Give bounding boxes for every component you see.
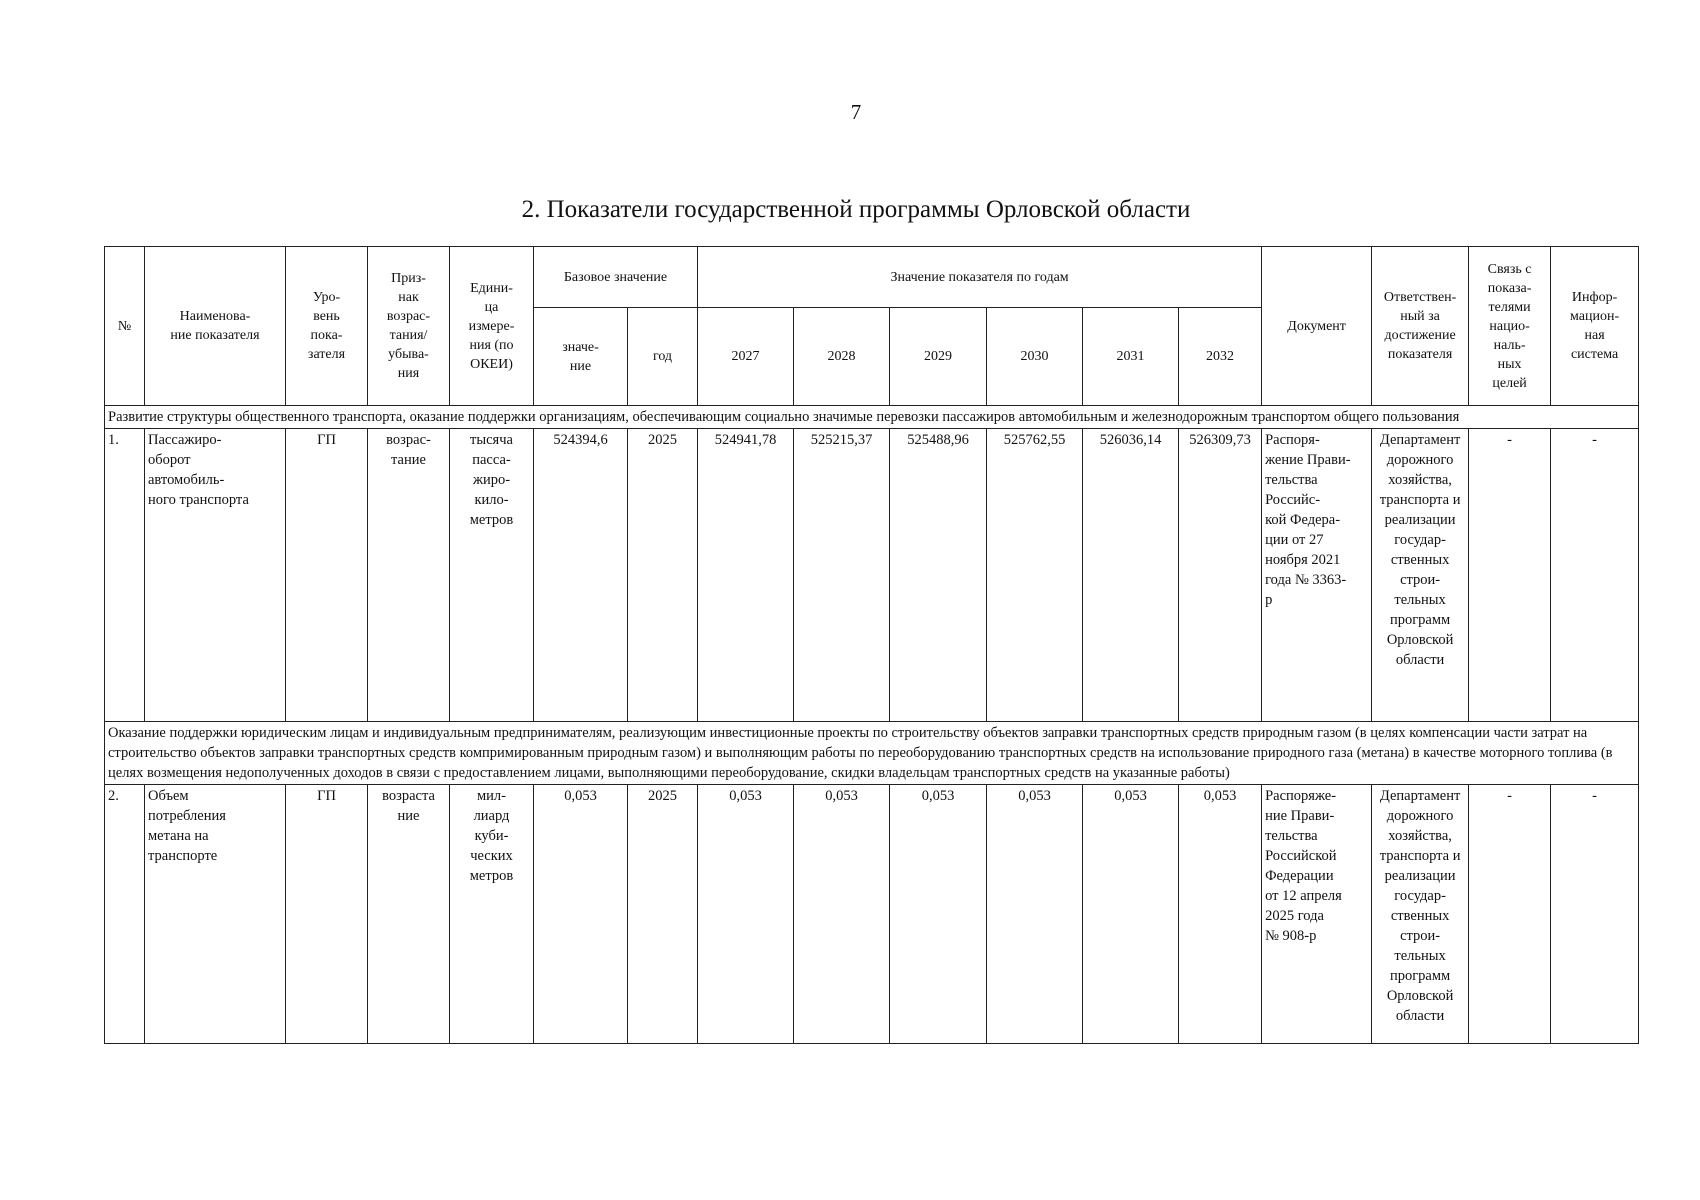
- cell-responsible: Департамент дорожного хозяйства, транспорта и реализации государ- ственных строи- тельных программ Орловской области: [1372, 785, 1469, 1044]
- header-base-year: год: [628, 308, 698, 406]
- header-year: 2031: [1083, 308, 1179, 406]
- cell-value: 524941,78: [698, 429, 794, 722]
- header-year: 2027: [698, 308, 794, 406]
- cell-value: 0,053: [1179, 785, 1262, 1044]
- header-link: Связь с показа- телями нацио- наль- ных целей: [1469, 247, 1551, 406]
- cell-link: -: [1469, 429, 1551, 722]
- cell-value: 0,053: [698, 785, 794, 1044]
- section-title: Развитие структуры общественного транспорта, оказание поддержки организациям, обеспечивающим социально значимые перевозки пассажиров автомобильным и железнодорожным транспортом общего пользования: [105, 406, 1639, 429]
- cell-base-value: 0,053: [534, 785, 628, 1044]
- cell-value: 525488,96: [890, 429, 987, 722]
- cell-base-year: 2025: [628, 785, 698, 1044]
- cell-base-value: 524394,6: [534, 429, 628, 722]
- cell-info-system: -: [1551, 785, 1639, 1044]
- cell-num: 2.: [105, 785, 145, 1044]
- document-title: 2. Показатели государственной программы Орловской области: [521, 196, 1191, 223]
- cell-value: 0,053: [1083, 785, 1179, 1044]
- header-base: Базовое значение: [534, 247, 698, 308]
- header-year: 2032: [1179, 308, 1262, 406]
- header-trend: Приз- нак возрас- тания/ убыва- ния: [368, 247, 450, 406]
- cell-trend: возрас- тание: [368, 429, 450, 722]
- cell-base-year: 2025: [628, 429, 698, 722]
- header-year: 2030: [987, 308, 1083, 406]
- header-unit: Едини- ца измере- ния (по ОКЕИ): [450, 247, 534, 406]
- cell-name: Объем потребления метана на транспорте: [145, 785, 286, 1044]
- cell-info-system: -: [1551, 429, 1639, 722]
- cell-value: 0,053: [987, 785, 1083, 1044]
- indicators-table: [104, 246, 1639, 1044]
- header-years-group: Значение показателя по годам: [698, 247, 1262, 308]
- table-row: [105, 785, 1639, 1044]
- table-row: [105, 429, 1639, 722]
- cell-num: 1.: [105, 429, 145, 722]
- header-level: Уро- вень пока- зателя: [286, 247, 368, 406]
- cell-document: Распоря- жение Прави- тельства Российс- кой Федера- ции от 27 ноября 2021 года № 3363- р: [1262, 429, 1372, 722]
- section-title: Оказание поддержки юридическим лицам и индивидуальным предпринимателям, реализующим инвестиционные проекты по строительству объектов заправки транспортных средств природным газом (в целях компенсации части затрат на строительство объектов заправки транспортных средств компримированным природным газом) и выполняющим работы по переоборудованию транспортных средств на использование природного газа (метана) в качестве моторного топлива (в целях возмещения недополученных доходов в связи с предоставлением лицами, выполняющими переоборудование, скидки владельцам транспортных средств на указанные работы): [105, 722, 1639, 785]
- cell-responsible: Департамент дорожного хозяйства, транспорта и реализации государ- ственных строи- тельных программ Орловской области: [1372, 429, 1469, 722]
- cell-value: 525215,37: [794, 429, 890, 722]
- cell-unit: мил- лиард куби- ческих метров: [450, 785, 534, 1044]
- cell-name: Пассажиро- оборот автомобиль- ного транспорта: [145, 429, 286, 722]
- cell-level: ГП: [286, 429, 368, 722]
- header-document: Документ: [1262, 247, 1372, 406]
- cell-document: Распоряже- ние Прави- тельства Российской Федерации от 12 апреля 2025 года № 908-р: [1262, 785, 1372, 1044]
- cell-value: 0,053: [794, 785, 890, 1044]
- cell-value: 526309,73: [1179, 429, 1262, 722]
- header-base-value: значе- ние: [534, 308, 628, 406]
- header-year: 2029: [890, 308, 987, 406]
- header-responsible: Ответствен- ный за достижение показателя: [1372, 247, 1469, 406]
- cell-unit: тысяча пасса- жиро- кило- метров: [450, 429, 534, 722]
- page-number: 7: [850, 100, 862, 124]
- cell-trend: возраста ние: [368, 785, 450, 1044]
- header-info-system: Инфор- мацион- ная система: [1551, 247, 1639, 406]
- header-num: №: [105, 247, 145, 406]
- cell-level: ГП: [286, 785, 368, 1044]
- cell-link: -: [1469, 785, 1551, 1044]
- header-year: 2028: [794, 308, 890, 406]
- cell-value: 0,053: [890, 785, 987, 1044]
- cell-value: 526036,14: [1083, 429, 1179, 722]
- cell-value: 525762,55: [987, 429, 1083, 722]
- header-name: Наименова- ние показателя: [145, 247, 286, 406]
